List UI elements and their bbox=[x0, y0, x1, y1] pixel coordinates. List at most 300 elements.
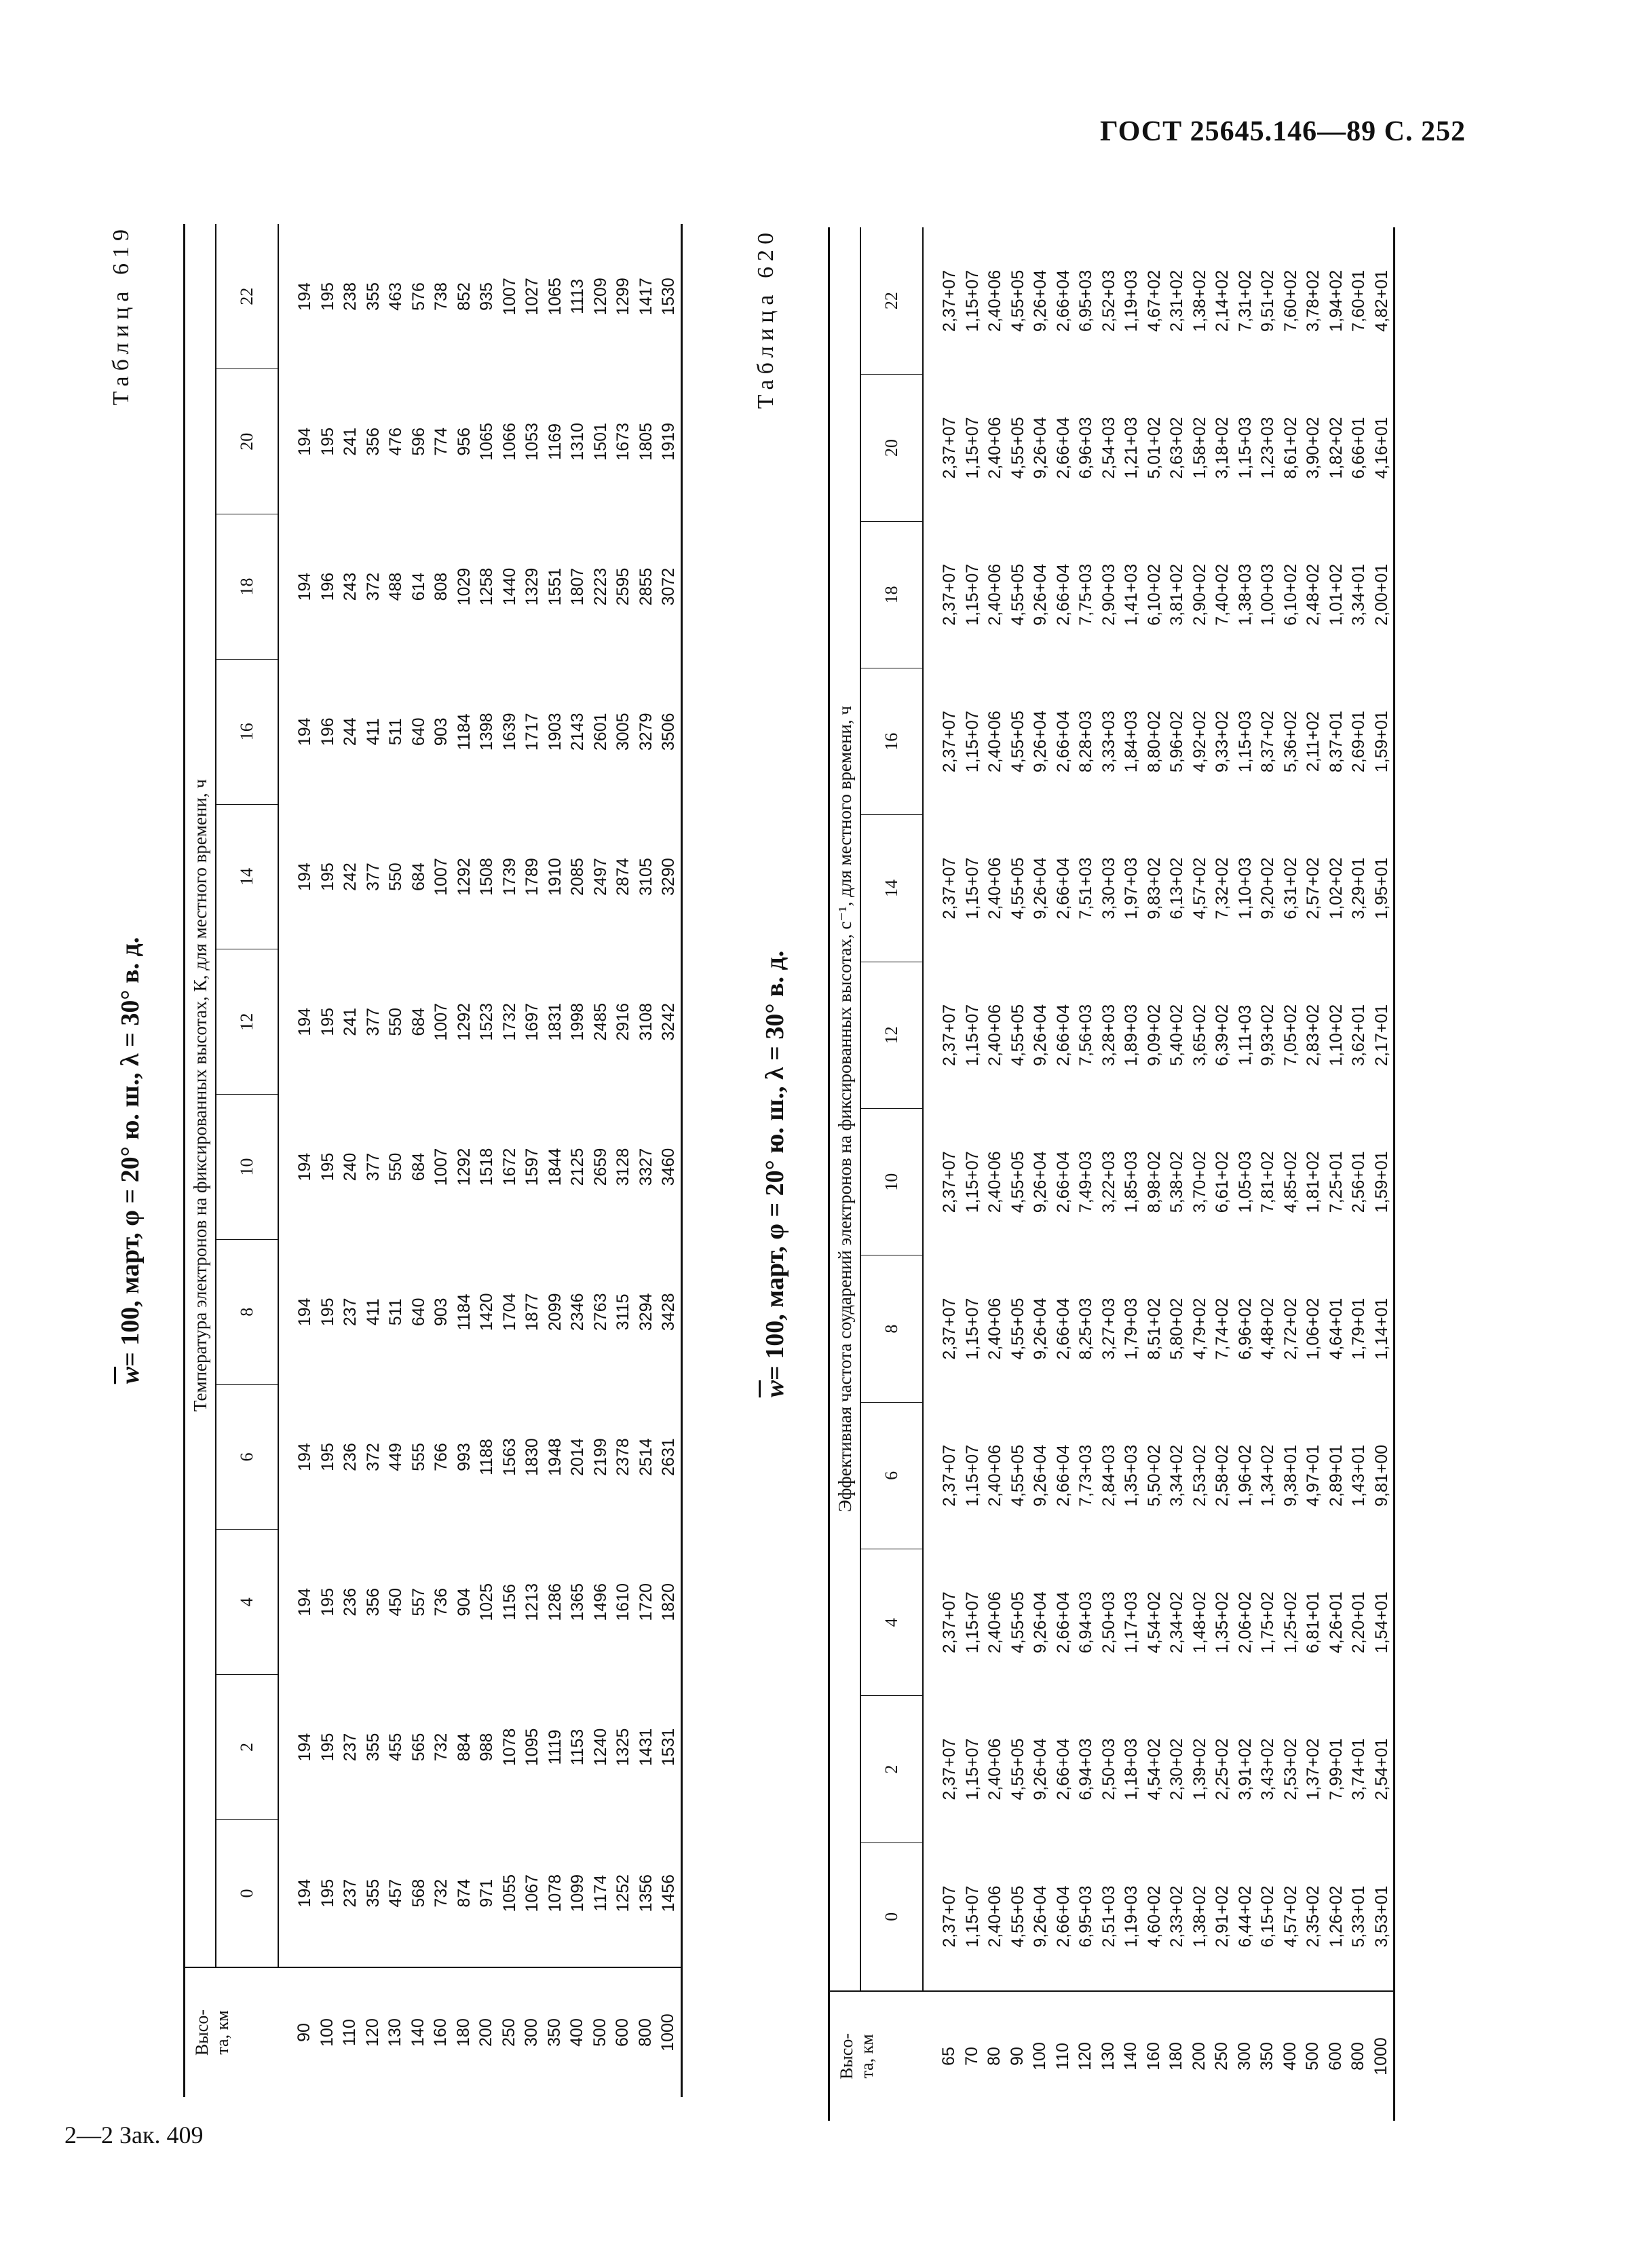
time-column-header: 0 bbox=[860, 1842, 923, 1991]
table-cell: 243 bbox=[341, 572, 360, 601]
table-cell: 8,80+02 bbox=[1144, 711, 1164, 773]
table-cell: 195 bbox=[318, 1298, 337, 1327]
time-column-header: 6 bbox=[216, 1384, 278, 1530]
table-cell: 2,37+07 bbox=[940, 1885, 959, 1948]
table-cell: 8,51+02 bbox=[1144, 1298, 1164, 1360]
table-cell: 1209 bbox=[590, 278, 610, 316]
table-cell: 1053 bbox=[523, 422, 542, 461]
table-cell: 2,66+04 bbox=[1053, 1738, 1073, 1800]
table-cell: 4,26+01 bbox=[1326, 1591, 1346, 1654]
table-cell: 2,48+02 bbox=[1304, 563, 1323, 626]
table-cell: 476 bbox=[386, 427, 405, 456]
height-value: 350 bbox=[544, 2018, 564, 2047]
table-cell: 1597 bbox=[523, 1148, 542, 1186]
table-cell: 1,89+03 bbox=[1122, 1004, 1141, 1066]
table-cell: 3,22+03 bbox=[1099, 1151, 1118, 1213]
table-cell: 1029 bbox=[454, 567, 474, 606]
height-column-header: Высо- та, км bbox=[185, 1967, 279, 2097]
caption-variable: $\overline{w}$ bbox=[761, 1380, 789, 1398]
table-619-block bbox=[109, 224, 787, 2097]
table-cell: 2497 bbox=[590, 858, 610, 896]
time-column-header: 8 bbox=[216, 1239, 278, 1384]
time-column-values bbox=[923, 1109, 1395, 1255]
table-cell: 1007 bbox=[432, 858, 451, 896]
time-column-values bbox=[278, 369, 681, 514]
table-cell: 194 bbox=[295, 1587, 314, 1617]
table-cell: 1732 bbox=[499, 1002, 519, 1041]
table-cell: 1258 bbox=[477, 567, 496, 606]
table-cell: 1,15+03 bbox=[1235, 711, 1255, 773]
table-cell: 4,55+05 bbox=[1008, 1444, 1027, 1507]
table-cell: 3506 bbox=[659, 713, 678, 751]
table-cell: 3,81+02 bbox=[1167, 563, 1186, 626]
table-cell: 1,19+03 bbox=[1122, 269, 1141, 332]
table-cell: 2,91+02 bbox=[1213, 1885, 1232, 1948]
table-cell: 1,79+03 bbox=[1122, 1298, 1141, 1360]
table-cell: 6,94+03 bbox=[1076, 1591, 1095, 1654]
table-cell: 6,81+01 bbox=[1304, 1591, 1323, 1654]
table-cell: 2,40+06 bbox=[985, 269, 1004, 332]
table-cell: 2,34+02 bbox=[1167, 1591, 1186, 1654]
table-cell: 1,37+02 bbox=[1304, 1738, 1323, 1800]
time-column-header: 10 bbox=[216, 1095, 278, 1240]
table-cell: 3,30+03 bbox=[1099, 857, 1118, 920]
time-column-header: 4 bbox=[216, 1530, 278, 1675]
table-cell: 2485 bbox=[590, 1002, 610, 1041]
height-value: 130 bbox=[1098, 2042, 1118, 2071]
caption-text: = 100, март, φ = 20° ю. ш., λ = 30° в. д. bbox=[761, 950, 789, 1380]
table-cell: 2,14+02 bbox=[1213, 269, 1232, 332]
table-cell: 9,26+04 bbox=[1031, 711, 1050, 773]
table-cell: 9,83+02 bbox=[1144, 857, 1164, 920]
table-cell: 1518 bbox=[477, 1148, 496, 1186]
table-cell: 2,66+04 bbox=[1053, 711, 1073, 773]
table-cell: 2,37+07 bbox=[940, 1004, 959, 1066]
table-cell: 195 bbox=[318, 1878, 337, 1908]
time-column-header: 2 bbox=[860, 1696, 923, 1842]
time-column-values bbox=[923, 375, 1395, 521]
table-cell: 449 bbox=[386, 1443, 405, 1471]
height-value: 80 bbox=[985, 2047, 1004, 2066]
table-cell: 3,43+02 bbox=[1258, 1738, 1277, 1800]
table-cell: 4,64+01 bbox=[1326, 1298, 1346, 1360]
table-cell: 1,15+07 bbox=[962, 1591, 982, 1654]
table-cell: 9,38+01 bbox=[1281, 1444, 1300, 1507]
height-value: 100 bbox=[317, 2018, 337, 2047]
table-cell: 2,37+07 bbox=[940, 1738, 959, 1800]
table-cell: 1188 bbox=[477, 1439, 496, 1475]
table-cell: 1299 bbox=[613, 278, 632, 316]
table-caption bbox=[115, 224, 145, 2097]
table-cell: 196 bbox=[318, 572, 337, 601]
table-cell: 1,15+03 bbox=[1235, 417, 1255, 479]
table-cell: 1,38+02 bbox=[1190, 1885, 1209, 1948]
table-cell: 1066 bbox=[499, 422, 519, 461]
table-cell: 1,15+07 bbox=[962, 269, 982, 332]
table-cell: 2,40+06 bbox=[985, 1298, 1004, 1360]
height-value: 500 bbox=[1303, 2042, 1322, 2071]
table-cell: 971 bbox=[477, 1878, 496, 1908]
table-cell: 4,55+05 bbox=[1008, 417, 1027, 479]
table-cell: 7,51+03 bbox=[1076, 857, 1095, 920]
time-column-values bbox=[923, 1842, 1395, 1991]
table-cell: 355 bbox=[363, 1733, 383, 1762]
table-cell: 7,74+02 bbox=[1213, 1298, 1232, 1360]
table-cell: 3,74+01 bbox=[1349, 1738, 1368, 1800]
table-cell: 241 bbox=[341, 427, 360, 456]
table-cell: 1007 bbox=[432, 1148, 451, 1186]
table-cell: 1,35+03 bbox=[1122, 1444, 1141, 1507]
time-column-header: 16 bbox=[860, 668, 923, 815]
table-cell: 377 bbox=[363, 863, 383, 891]
table-cell: 8,28+03 bbox=[1076, 711, 1095, 773]
table-cell: 1,15+07 bbox=[962, 711, 982, 773]
table-cell: 1,81+02 bbox=[1304, 1151, 1323, 1213]
table-cell: 2,00+01 bbox=[1371, 563, 1391, 626]
table-cell: 1,35+02 bbox=[1213, 1591, 1232, 1654]
table-cell: 852 bbox=[454, 282, 474, 311]
table-cell: 684 bbox=[409, 863, 428, 891]
height-value: 600 bbox=[613, 2018, 632, 2047]
table-cell: 195 bbox=[318, 1587, 337, 1617]
collision-frequency-table bbox=[828, 227, 1395, 2121]
time-column-values bbox=[923, 1255, 1395, 1402]
table-cell: 4,92+02 bbox=[1190, 711, 1209, 773]
table-cell: 1,19+03 bbox=[1122, 1885, 1141, 1948]
time-column-header: 22 bbox=[216, 224, 278, 369]
table-cell: 4,57+02 bbox=[1190, 857, 1209, 920]
height-value: 300 bbox=[1234, 2042, 1254, 2071]
table-cell: 2,40+06 bbox=[985, 1151, 1004, 1213]
table-cell: 2199 bbox=[590, 1438, 610, 1476]
table-cell: 9,20+02 bbox=[1258, 857, 1277, 920]
table-cell: 372 bbox=[363, 1443, 383, 1471]
height-value: 200 bbox=[1189, 2042, 1209, 2071]
table-cell: 195 bbox=[318, 1443, 337, 1471]
table-cell: 2659 bbox=[590, 1148, 610, 1186]
table-cell: 1948 bbox=[545, 1438, 565, 1476]
table-cell: 377 bbox=[363, 1007, 383, 1036]
table-cell: 640 bbox=[409, 1298, 428, 1327]
table-cell: 1,15+07 bbox=[962, 1885, 982, 1948]
table-cell: 1,94+02 bbox=[1326, 269, 1346, 332]
table-cell: 2,57+02 bbox=[1304, 857, 1323, 920]
table-cell: 1420 bbox=[477, 1293, 496, 1331]
table-cell: 2,66+04 bbox=[1053, 1885, 1073, 1948]
table-cell: 1,21+03 bbox=[1122, 417, 1141, 479]
table-cell: 774 bbox=[432, 427, 451, 456]
table-cell: 377 bbox=[363, 1152, 383, 1182]
table-cell: 244 bbox=[341, 717, 360, 746]
table-cell: 355 bbox=[363, 282, 383, 311]
table-cell: 1184 bbox=[454, 713, 474, 751]
table-cell: 7,73+03 bbox=[1076, 1444, 1095, 1507]
table-cell: 1,43+01 bbox=[1349, 1444, 1368, 1507]
table-cell: 3428 bbox=[659, 1293, 678, 1331]
table-cell: 1,54+01 bbox=[1371, 1591, 1391, 1654]
table-cell: 2,40+06 bbox=[985, 1885, 1004, 1948]
table-cell: 1551 bbox=[545, 567, 565, 606]
time-column-values bbox=[923, 815, 1395, 962]
table-cell: 2099 bbox=[545, 1293, 565, 1331]
table-cell: 8,37+02 bbox=[1258, 711, 1277, 773]
table-cell: 9,09+02 bbox=[1144, 1004, 1164, 1066]
table-cell: 8,37+01 bbox=[1326, 711, 1346, 773]
table-cell: 1174 bbox=[590, 1874, 610, 1912]
table-cell: 4,54+02 bbox=[1144, 1591, 1164, 1654]
table-cell: 1910 bbox=[545, 858, 565, 896]
table-cell: 6,10+02 bbox=[1281, 563, 1300, 626]
table-cell: 5,96+02 bbox=[1167, 711, 1186, 773]
time-column-header: 0 bbox=[216, 1819, 278, 1967]
table-cell: 194 bbox=[295, 1733, 314, 1762]
table-cell: 511 bbox=[386, 718, 405, 746]
table-cell: 2,40+06 bbox=[985, 1004, 1004, 1066]
table-cell: 2,31+02 bbox=[1167, 269, 1186, 332]
table-cell: 4,55+05 bbox=[1008, 1298, 1027, 1360]
table-cell: 1078 bbox=[545, 1874, 565, 1912]
time-column-values bbox=[278, 1675, 681, 1820]
table-cell: 237 bbox=[341, 1298, 360, 1327]
table-cell: 766 bbox=[432, 1443, 451, 1471]
table-cell: 1007 bbox=[432, 1002, 451, 1041]
table-cell: 1398 bbox=[477, 713, 496, 751]
table-cell: 195 bbox=[318, 1152, 337, 1182]
height-values bbox=[923, 1991, 1395, 2121]
table-cell: 2,40+06 bbox=[985, 1591, 1004, 1654]
table-cell: 2,50+03 bbox=[1099, 1738, 1118, 1800]
table-cell: 6,44+02 bbox=[1235, 1885, 1255, 1948]
table-cell: 7,31+02 bbox=[1235, 269, 1255, 332]
table-cell: 1431 bbox=[636, 1728, 656, 1766]
table-cell: 3108 bbox=[636, 1002, 656, 1041]
page-footer: 2—2 Зак. 409 bbox=[64, 2121, 204, 2149]
table-cell: 2,35+02 bbox=[1304, 1885, 1323, 1948]
table-cell: 9,26+04 bbox=[1031, 563, 1050, 626]
table-cell: 2631 bbox=[659, 1438, 678, 1476]
table-cell: 1292 bbox=[454, 1148, 474, 1186]
table-cell: 4,97+01 bbox=[1304, 1444, 1323, 1507]
time-column-header: 20 bbox=[860, 375, 923, 521]
table-cell: 2378 bbox=[613, 1438, 632, 1476]
table-cell: 2143 bbox=[568, 713, 587, 751]
table-cell: 1184 bbox=[454, 1293, 474, 1331]
table-cell: 1417 bbox=[636, 278, 656, 316]
table-cell: 1,15+07 bbox=[962, 1298, 982, 1360]
table-cell: 568 bbox=[409, 1878, 428, 1908]
table-cell: 1292 bbox=[454, 1002, 474, 1041]
table-cell: 2,66+04 bbox=[1053, 1444, 1073, 1507]
table-cell: 7,40+02 bbox=[1213, 563, 1232, 626]
table-cell: 355 bbox=[363, 1878, 383, 1908]
table-cell: 1,01+02 bbox=[1326, 563, 1346, 626]
height-value: 90 bbox=[295, 2023, 314, 2042]
table-cell: 1,26+02 bbox=[1326, 1885, 1346, 1948]
table-cell: 195 bbox=[318, 1733, 337, 1762]
table-cell: 2085 bbox=[568, 858, 587, 896]
table-cell: 1697 bbox=[523, 1002, 542, 1041]
table-cell: 1704 bbox=[499, 1293, 519, 1331]
table-cell: 1807 bbox=[568, 567, 587, 606]
table-cell: 732 bbox=[432, 1878, 451, 1908]
table-cell: 2346 bbox=[568, 1293, 587, 1331]
table-cell: 238 bbox=[341, 282, 360, 311]
time-column-header: 6 bbox=[860, 1402, 923, 1549]
time-column-values bbox=[278, 949, 681, 1095]
table-cell: 1717 bbox=[523, 713, 542, 751]
table-cell: 1,06+02 bbox=[1304, 1298, 1323, 1360]
table-cell: 2223 bbox=[590, 567, 610, 606]
table-cell: 9,51+02 bbox=[1258, 269, 1277, 332]
table-cell: 356 bbox=[363, 1587, 383, 1617]
table-cell: 411 bbox=[363, 718, 383, 746]
table-cell: 1672 bbox=[499, 1148, 519, 1186]
table-cell: 903 bbox=[432, 717, 451, 746]
height-value: 110 bbox=[340, 2019, 359, 2046]
time-column-header: 12 bbox=[860, 962, 923, 1108]
table-cell: 2,90+02 bbox=[1190, 563, 1209, 626]
table-cell: 2,66+04 bbox=[1053, 269, 1073, 332]
table-cell: 1,05+03 bbox=[1235, 1151, 1255, 1213]
table-cell: 372 bbox=[363, 572, 383, 601]
table-cell: 196 bbox=[318, 717, 337, 746]
table-cell: 8,98+02 bbox=[1144, 1151, 1164, 1213]
table-cell: 1,15+07 bbox=[962, 857, 982, 920]
table-number: Таблица 619 bbox=[109, 224, 134, 406]
table-cell: 2595 bbox=[613, 567, 632, 606]
table-number: Таблица 620 bbox=[753, 227, 778, 409]
table-cell: 1,48+02 bbox=[1190, 1591, 1209, 1654]
table-cell: 2514 bbox=[636, 1438, 656, 1476]
table-cell: 356 bbox=[363, 427, 383, 456]
table-cell: 2,37+07 bbox=[940, 711, 959, 773]
table-cell: 1,25+02 bbox=[1281, 1591, 1300, 1654]
table-cell: 640 bbox=[409, 717, 428, 746]
height-value: 70 bbox=[962, 2047, 981, 2066]
table-cell: 9,26+04 bbox=[1031, 417, 1050, 479]
table-cell: 1,10+02 bbox=[1326, 1004, 1346, 1066]
table-cell: 808 bbox=[432, 572, 451, 601]
table-cell: 1720 bbox=[636, 1583, 656, 1621]
table-cell: 4,55+05 bbox=[1008, 1738, 1027, 1800]
table-cell: 3294 bbox=[636, 1293, 656, 1331]
table-cell: 2,37+07 bbox=[940, 417, 959, 479]
table-cell: 4,55+05 bbox=[1008, 563, 1027, 626]
table-cell: 3005 bbox=[613, 713, 632, 751]
time-column-header: 10 bbox=[860, 1109, 923, 1255]
table-cell: 2,83+02 bbox=[1304, 1004, 1323, 1066]
table-cell: 1325 bbox=[613, 1728, 632, 1766]
table-cell: 3,27+03 bbox=[1099, 1298, 1118, 1360]
time-column-values bbox=[923, 1549, 1395, 1696]
height-value: 180 bbox=[453, 2018, 473, 2047]
table-cell: 3,28+03 bbox=[1099, 1004, 1118, 1066]
table-cell: 1,15+07 bbox=[962, 417, 982, 479]
table-cell: 1356 bbox=[636, 1874, 656, 1912]
table-cell: 684 bbox=[409, 1007, 428, 1036]
height-value: 160 bbox=[431, 2018, 450, 2047]
table-cell: 2,54+03 bbox=[1099, 417, 1118, 479]
time-column-values bbox=[278, 804, 681, 949]
table-cell: 3,53+01 bbox=[1371, 1885, 1391, 1948]
height-value: 120 bbox=[1076, 2042, 1095, 2071]
table-cell: 684 bbox=[409, 1152, 428, 1182]
height-value: 110 bbox=[1053, 2043, 1072, 2070]
table-cell: 194 bbox=[295, 282, 314, 311]
table-cell: 6,96+03 bbox=[1076, 417, 1095, 479]
table-cell: 2,66+04 bbox=[1053, 417, 1073, 479]
table-cell: 3,90+02 bbox=[1304, 417, 1323, 479]
table-cell: 1,58+02 bbox=[1190, 417, 1209, 479]
table-cell: 1,59+01 bbox=[1371, 1151, 1391, 1213]
table-cell: 2,37+07 bbox=[940, 1298, 959, 1360]
table-cell: 4,85+02 bbox=[1281, 1151, 1300, 1213]
table-cell: 3290 bbox=[659, 858, 678, 896]
table-cell: 3,62+01 bbox=[1349, 1004, 1368, 1066]
table-cell: 194 bbox=[295, 427, 314, 456]
table-cell: 1,10+03 bbox=[1235, 857, 1255, 920]
time-column-values bbox=[923, 1402, 1395, 1549]
table-cell: 1095 bbox=[523, 1728, 542, 1766]
table-cell: 2,51+03 bbox=[1099, 1885, 1118, 1948]
height-value: 90 bbox=[1007, 2047, 1027, 2066]
table-cell: 6,66+01 bbox=[1349, 417, 1368, 479]
table-620-block bbox=[753, 227, 1459, 2121]
temperature-table bbox=[183, 224, 683, 2097]
table-cell: 1,38+02 bbox=[1190, 269, 1209, 332]
time-column-values bbox=[923, 962, 1395, 1108]
height-value: 130 bbox=[385, 2018, 404, 2047]
table-cell: 1065 bbox=[545, 278, 565, 316]
table-cell: 4,54+02 bbox=[1144, 1738, 1164, 1800]
table-cell: 1,11+03 bbox=[1235, 1004, 1255, 1065]
time-column-header: 16 bbox=[216, 659, 278, 804]
table-cell: 1456 bbox=[659, 1874, 678, 1912]
table-cell: 195 bbox=[318, 282, 337, 311]
height-value: 250 bbox=[499, 2018, 518, 2047]
table-cell: 2,20+01 bbox=[1349, 1591, 1368, 1654]
time-column-header: 12 bbox=[216, 949, 278, 1095]
table-cell: 1,17+03 bbox=[1122, 1591, 1141, 1654]
table-cell: 3115 bbox=[613, 1293, 632, 1331]
table-cell: 511 bbox=[386, 1298, 405, 1326]
table-cell: 4,55+05 bbox=[1008, 1004, 1027, 1066]
table-cell: 9,33+02 bbox=[1213, 711, 1232, 773]
table-cell: 5,38+02 bbox=[1167, 1151, 1186, 1213]
table-cell: 411 bbox=[363, 1298, 383, 1326]
table-cell: 241 bbox=[341, 1007, 360, 1036]
table-cell: 5,33+01 bbox=[1349, 1885, 1368, 1948]
height-value: 180 bbox=[1167, 2042, 1186, 2071]
table-cell: 1310 bbox=[568, 422, 587, 461]
table-cell: 2,66+04 bbox=[1053, 1591, 1073, 1654]
table-cell: 4,82+01 bbox=[1371, 269, 1391, 332]
table-cell: 6,13+02 bbox=[1167, 857, 1186, 920]
table-cell: 2,54+01 bbox=[1371, 1738, 1391, 1800]
table-cell: 1,14+01 bbox=[1371, 1298, 1391, 1360]
table-cell: 732 bbox=[432, 1733, 451, 1762]
table-cell: 194 bbox=[295, 863, 314, 891]
table-cell: 6,15+02 bbox=[1258, 1885, 1277, 1948]
table-cell: 738 bbox=[432, 282, 451, 311]
table-cell: 1789 bbox=[523, 858, 542, 896]
table-cell: 1,15+07 bbox=[962, 1444, 982, 1507]
table-cell: 2,90+03 bbox=[1099, 563, 1118, 626]
table-cell: 7,56+03 bbox=[1076, 1004, 1095, 1066]
height-value: 300 bbox=[522, 2018, 541, 2047]
table-cell: 194 bbox=[295, 1443, 314, 1471]
table-cell: 2,69+01 bbox=[1349, 711, 1368, 773]
